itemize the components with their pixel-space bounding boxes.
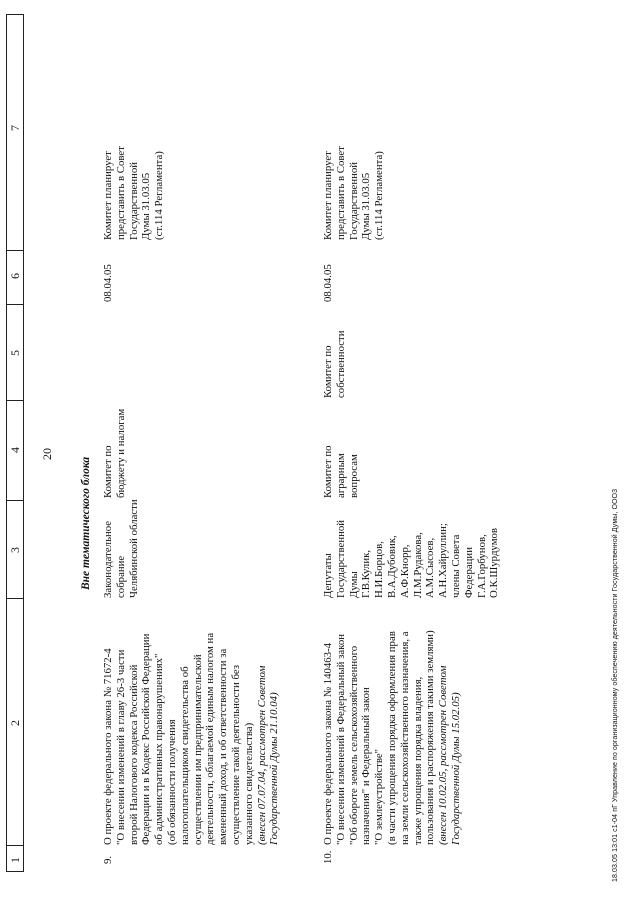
co-committee-line: Комитет по: [322, 345, 334, 398]
bill-title-line: осуществлении им предпринимательской: [191, 654, 204, 845]
initiator-line: Депутаты: [322, 553, 334, 598]
initiator-line: В.А.Дубовик,: [385, 535, 398, 598]
remarks-line: Комитет планирует: [322, 151, 334, 240]
column-number: 2: [8, 720, 22, 726]
initiator-line: А.Ф.Кнорр,: [398, 544, 411, 598]
footer-line: 18.03.05 13:01 с1-04 пГ Управление по организационному обеспечению деятельности Государственной Думы, ООО3: [612, 488, 619, 882]
bill-title-line: на земли сельскохозяйственного назначения, а: [398, 631, 411, 845]
column-number-row: [6, 14, 24, 872]
bill-title-line: (об обязанности получения: [165, 719, 178, 845]
remarks-line: Думы 31.03.05: [360, 172, 373, 240]
initiator: [322, 520, 501, 598]
column-number: 1: [8, 857, 22, 863]
remarks-line: (ст.114 Регламента): [373, 151, 386, 240]
responsible-committee-line: Комитет по: [322, 445, 334, 498]
initiator-line: А.Н.Хайруллин;: [437, 523, 450, 598]
responsible-committee: [102, 409, 128, 498]
bill-title-line: осуществление такой деятельности без: [229, 664, 242, 845]
bill-title-line: "О землеустройстве": [373, 748, 386, 845]
bill-title-line: об административных правонарушениях": [153, 653, 166, 845]
responsible-committee-line: бюджету и налогам: [114, 408, 127, 498]
remarks-line: представить в Совет: [114, 146, 127, 240]
initiator: [102, 499, 140, 598]
column-number: 7: [8, 125, 22, 131]
bill-title-line: назначения" и Федеральный закон: [360, 687, 373, 845]
remarks-line: Комитет планирует: [102, 151, 114, 240]
initiator-line: Думы: [347, 571, 360, 598]
row-number: 10.: [322, 850, 334, 864]
bill-status-note: Государственной Думы 21.10.04): [268, 692, 281, 845]
responsible-committee-line: вопросам: [347, 454, 360, 498]
bill-title-line: налогоплательщиком свидетельства об: [178, 666, 191, 845]
remarks-line: (ст.114 Регламента): [153, 151, 166, 240]
bill-title-line: указанного свидетельства): [242, 722, 255, 845]
remarks-line: Думы 31.03.05: [140, 172, 153, 240]
column-number: 3: [8, 547, 22, 553]
column-number: 4: [8, 447, 22, 453]
bill-title-line: Федерации и в Кодекс Российской Федерации: [140, 633, 153, 845]
bill-title-line: О проекте федерального закона № 71672-4: [102, 648, 114, 845]
initiator-line: Федерации: [462, 547, 475, 598]
remarks: [322, 146, 386, 240]
initiator-line: Г.А.Горбунов,: [475, 534, 488, 598]
responsible-committee-line: аграрным: [334, 453, 347, 498]
column-number: 5: [8, 350, 22, 356]
initiator-line: Г.В.Кулик,: [360, 549, 373, 598]
bill-title: [102, 633, 281, 845]
row-number: 9.: [102, 855, 114, 864]
bill-status-note: (внесен 07.07.04, рассмотрен Советом: [255, 665, 268, 845]
initiator-line: О.К.Шурдумов: [488, 527, 501, 598]
planned-date: 08.04.05: [322, 264, 334, 302]
bill-status-note: Государственной Думы 15.02.05): [449, 692, 462, 845]
planned-date: 08.04.05: [102, 264, 114, 302]
remarks-line: Государственной: [347, 161, 360, 240]
remarks-line: Государственной: [127, 161, 140, 240]
co-committee: [322, 330, 348, 398]
page-number: 20: [40, 448, 54, 460]
bill-title-line: "О внесении изменений в Федеральный закон: [334, 633, 347, 845]
initiator-line: Законодательное: [102, 520, 114, 598]
bill-title-line: "Об обороте земель сельскохозяйственного: [347, 645, 360, 845]
responsible-committee: [322, 445, 360, 498]
initiator-line: собрание: [114, 555, 127, 598]
bill-title-line: деятельности, облагаемой единым налогом на: [204, 632, 217, 845]
co-committee-line: собственности: [334, 330, 347, 398]
bill-title-line: пользования и распоряжения такими землями): [424, 630, 437, 845]
bill-title-line: вмененный доход, и об ответственности за: [217, 648, 230, 845]
section-title: Вне тематического блока: [80, 456, 92, 590]
initiator-line: Челябинской области: [127, 499, 140, 598]
bill-status-note: (внесен 10.02.05, рассмотрен Советом: [437, 665, 450, 845]
responsible-committee-line: Комитет по: [102, 445, 114, 498]
bill-title-line: "О внесении изменений в главу 26-3 части: [114, 649, 127, 845]
initiator-line: Государственной: [334, 519, 347, 598]
bill-title-line: также упрощения порядка владения,: [411, 676, 424, 845]
remarks-line: представить в Совет: [334, 146, 347, 240]
initiator-line: Н.И.Борцов,: [373, 541, 386, 598]
column-number: 6: [8, 273, 22, 279]
initiator-line: А.М.Сысоев,: [424, 537, 437, 598]
initiator-line: Л.М.Рудакова,: [411, 532, 424, 598]
bill-title: [322, 630, 463, 845]
bill-title-line: (в части упрощения порядка оформления прав: [385, 631, 398, 845]
bill-title-line: второй Налогового кодекса Российской: [127, 664, 140, 845]
remarks: [102, 146, 166, 240]
bill-title-line: О проекте федерального закона № 140463-4: [322, 642, 334, 845]
initiator-line: члены Совета: [449, 534, 462, 598]
